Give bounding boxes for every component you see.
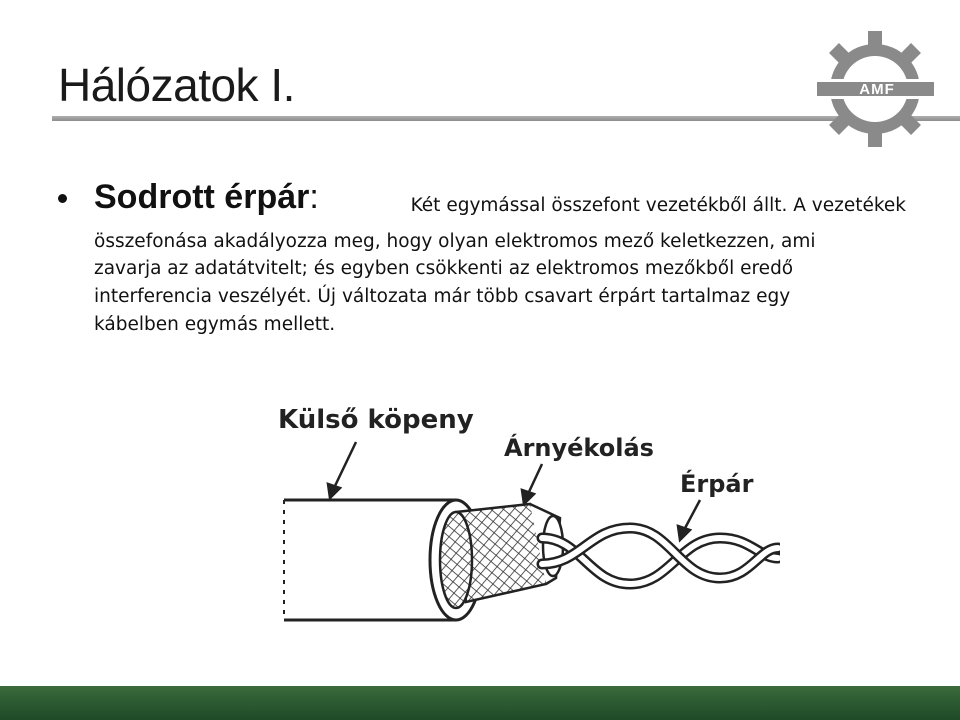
bullet-first-line: Két egymással összefont vezetékből állt. A vezetékek [410,195,906,216]
arrow-outer [328,442,356,498]
label-shield: Árnyékolás [504,434,654,462]
bullet-line-4: interferencia veszélyét. Új változata már több csavart érpárt tartalmaz egy [94,286,791,307]
footer-bar [0,686,960,720]
slide-title: Hálózatok I. [58,59,295,111]
bullet-line-3: zavarja az adatátvitelt; és egyben csökkenti az elektromos mezőkből eredő [94,258,794,279]
label-pair: Érpár [680,470,754,498]
amf-gear-logo [816,30,934,148]
bullet-line-2-text: összefonása akadályozza meg, hogy olyan elektromos mező keletkezzen, ami [94,231,816,252]
bullet-lead [94,178,319,217]
arrow-pair [678,500,700,540]
bullet-line-5: kábelben egymás mellett. [94,314,336,335]
bullet-dot [58,194,67,203]
arrow-shield [522,464,542,504]
bullet-line-2 [94,228,906,256]
logo-text: AMF [859,81,895,98]
label-outer-jacket: Külső köpeny [278,405,474,435]
bullet-lead-text: Sodrott érpár [94,178,310,216]
twisted-pair-cable-diagram [260,388,780,628]
bullet-lead-colon: : [309,178,319,216]
